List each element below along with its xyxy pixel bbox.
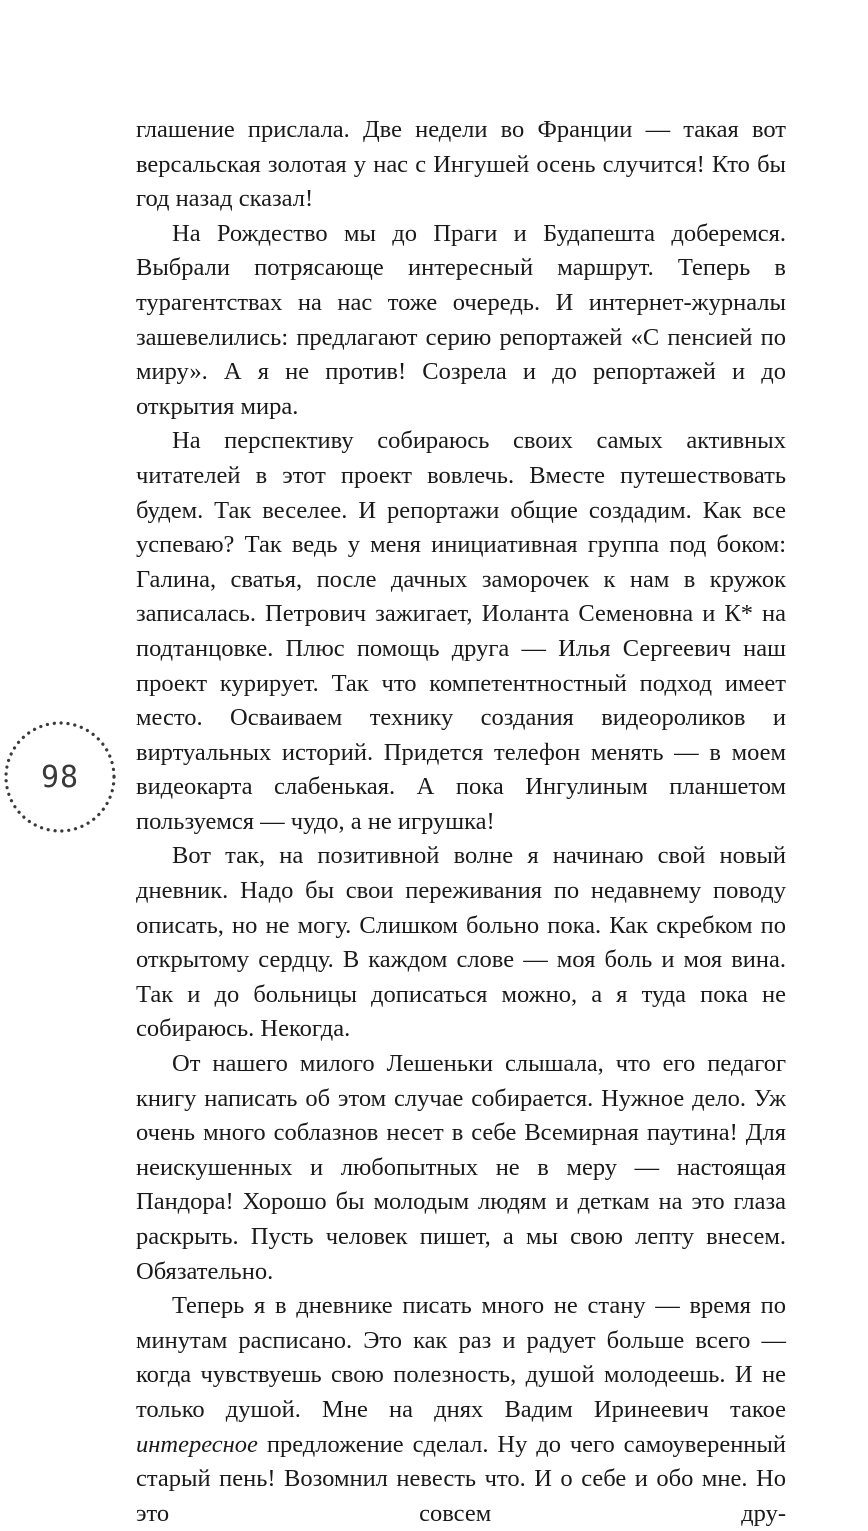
paragraph-2: На Рождество мы до Праги и Будапешта доберемся. Выбрали потрясающе интересный маршрут. Теперь в турагентствах на нас тоже очередь. И интернет-журналы зашевелились: предлагают серию репортажей «С пенсией по миру». А я не против! Созрела и до репортажей и до открытия мира. xyxy=(136,219,786,420)
paragraph-6-part-1: Теперь я в дневнике писать много не стану — время по минутам расписано. Это как раз и радует больше всего — когда чувствуешь свою полезность, душой молодеешь. И не только душой. Мне на днях Вадим Иринеевич такое xyxy=(136,1292,786,1423)
page-number: 98 xyxy=(40,759,80,795)
page-body xyxy=(136,113,786,1531)
paragraph-5: От нашего милого Лешеньки слышала, что его педагог книгу написать об этом случае собирается. Нужное дело. Уж очень много соблазнов несет в себе Всемирная паутина! Для неискушенных и любопытных не в меру — настоящая Пандора! Хорошо бы молодым людям и деткам на это глаза раскрыть. Пусть человек пишет, а мы свою лепту внесем. Обязательно. xyxy=(136,1050,786,1285)
paragraph-1: глашение прислала. Две недели во Франции — такая вот версальская золотая у нас с Ингушей осень случится! Кто бы год назад сказал! xyxy=(136,116,786,213)
paragraph-6-part-2: предложение сделал. Ну до чего самоуверенный старый пень! Возомнил невесть что. И о себе и обо мне. Но это совсем дру- xyxy=(136,1430,786,1527)
paragraph-6 xyxy=(136,1289,786,1531)
paragraph-4: Вот так, на позитивной волне я начинаю свой новый дневник. Надо бы свои переживания по недавнему поводу описать, но не могу. Слишком больно пока. Как скребком по открытому сердцу. В каждом слове — моя боль и моя вина. Так и до больницы дописаться можно, а я туда пока не собираюсь. Некогда. xyxy=(136,842,786,1043)
emphasized-word: интересное xyxy=(136,1430,258,1458)
page-number-badge xyxy=(3,720,117,834)
paragraph-3: На перспективу собираюсь своих самых активных читателей в этот проект вовлечь. Вместе путешествовать будем. Так веселее. И репортажи общие создадим. Как все успеваю? Так ведь у меня инициативная группа под боком: Галина, сватья, после дачных заморочек к нам в кружок записалась. Петрович зажигает, Иоланта Семеновна и К* на подтанцовке. Плюс помощь друга — Илья Сергеевич наш проект курирует. Так что компетентностный подход имеет место. Осваиваем технику создания видеороликов и виртуальных историй. Придется телефон менять — в моем видеокарта слабенькая. А пока Ингулиным планшетом пользуемся — чудо, а не игрушка! xyxy=(136,427,786,835)
